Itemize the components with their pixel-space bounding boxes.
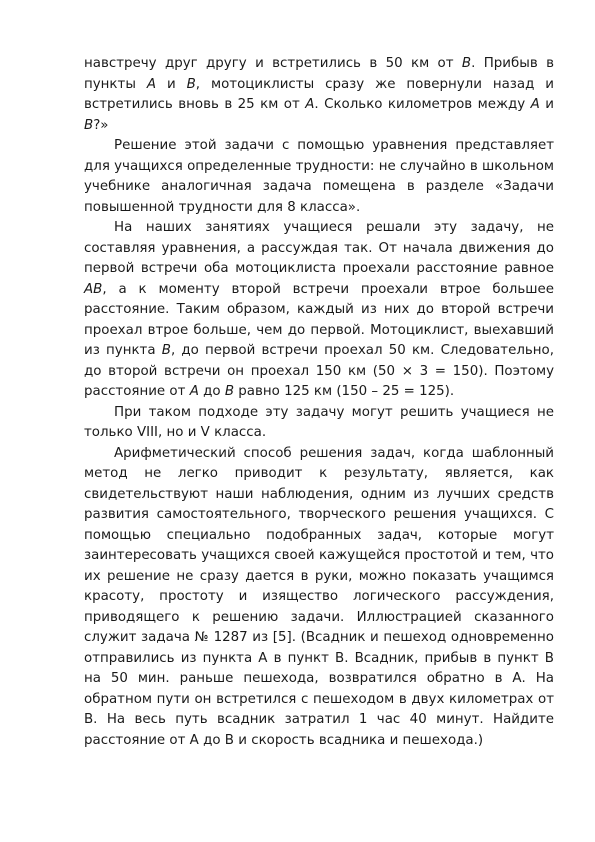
text-run: , а к моменту второй встречи проехали втрое большее расстояние. Таким образом, каждый из них до второй встречи проехал втрое больше, чем до первой. Мотоциклист, выехавший из пункта xyxy=(84,281,554,358)
text-run: до xyxy=(198,384,225,399)
paragraph-3 xyxy=(84,218,554,403)
point-label: А xyxy=(189,384,199,399)
point-label: В xyxy=(161,343,171,358)
text-run: , мотоциклисты сразу же повернули назад и встретились вновь в 25 км от xyxy=(84,76,555,112)
point-label: В xyxy=(224,384,235,399)
segment-label: АВ xyxy=(84,281,103,297)
text-run: Решение этой задачи с помощью уравнения представляет для учащихся определенные трудности: не случайно в школьном учебнике аналогичная задача помещена в разделе «Задачи повышенной трудности для 8 класса». xyxy=(84,138,555,215)
point-label: А xyxy=(305,97,315,112)
point-label: А xyxy=(146,76,157,92)
paragraph-2 xyxy=(84,136,554,218)
paragraph-4 xyxy=(84,403,554,444)
text-run: навстречу друг другу и встретились в 50 км от xyxy=(84,56,462,71)
text-run: ?» xyxy=(93,117,109,133)
text-run: . Прибыв в пункты xyxy=(84,56,554,92)
text-run: При таком подходе эту задачу могут решить учащиеся не только VIII, но и V класса. xyxy=(84,404,554,440)
text-run: и xyxy=(539,97,554,112)
text-run: . Сколько километров между xyxy=(314,97,531,112)
point-label: А xyxy=(530,97,540,112)
paragraph-1 xyxy=(84,54,554,136)
point-label: В xyxy=(461,56,472,71)
paragraph-5 xyxy=(84,444,554,752)
document-page xyxy=(84,54,554,751)
text-run: Арифметический способ решения задач, когда шаблонный метод не легко приводит к результату, является, как свидетельствуют наши наблюдения, одним из лучших средств развития самостоятельного, творческого решения учащихся. С помощью специально подобранных задач, которые могут заинтересовать учащихся своей кажущейся простотой и тем, что их решение не сразу дается в руки, можно показать учащимся красоту, простоту и изящество логического рассуждения, приводящего к решению задачи. Иллюстрацией сказанного служит задача № 1287 из [5]. (Всадник и пешеход одновременно отправились из пункта А в пункт В. Всадник, прибыв в пункт В на 50 мин. раньше пешехода, возвратился обратно в А. На обратном пути он встретился с пешеходом в двух километрах от В. На весь путь всадник затратил 1 час 40 минут. Найдите расстояние от А до В и скорость всадника и пешехода.) xyxy=(84,445,554,748)
text-run: и xyxy=(156,76,187,92)
point-label: В xyxy=(186,76,196,92)
text-run: равно 125 км (150 – 25 = 125). xyxy=(234,384,455,399)
text-run: На наших занятиях учащиеся решали эту задачу, не составляя уравнения, а рассуждая так. От начала движения до первой встречи оба мотоциклиста проехали расстояние равное xyxy=(84,220,554,276)
point-label: В xyxy=(84,117,94,133)
text-run: , до первой встречи проехал 50 км. Следовательно, до второй встречи он проехал 150 км (50 × 3 = 150). Поэтому расстояние от xyxy=(84,343,554,399)
